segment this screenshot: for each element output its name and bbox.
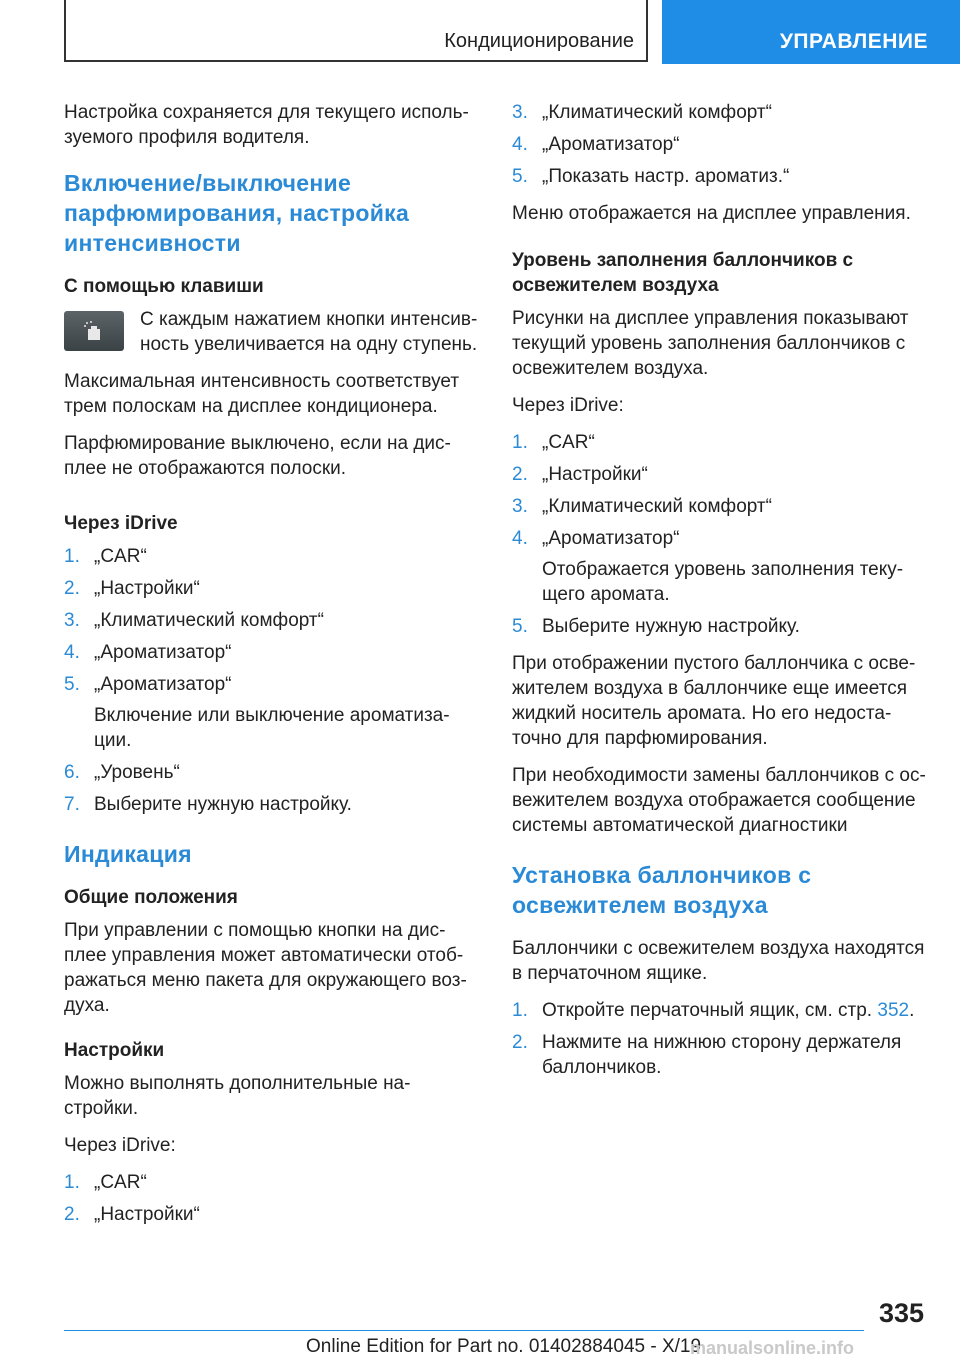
- list-item: 2. „Настройки“: [512, 464, 648, 485]
- list-item: 5. „Ароматизатор“ Включение или выключение ароматиза-ции.: [64, 674, 450, 751]
- settings-paragraph: Можно выполнять дополнительные на-стройки.: [64, 1073, 411, 1119]
- list-item: 4. „Ароматизатор“: [64, 642, 232, 663]
- steps-list-1: [64, 544, 478, 817]
- list-item: 1. Откройте перчаточный ящик, см. стр. 352.: [512, 1000, 915, 1021]
- empty-cartridge-paragraph: При отображении пустого баллончика с осве-жителем воздуха в баллончике еще имеется жидкий носитель аромата. Но его недоста-точно для парфюмирования.: [512, 653, 916, 749]
- via-idrive-text: Через iDrive:: [64, 1135, 176, 1156]
- steps-list-3: [512, 430, 932, 639]
- footer-divider: [64, 1330, 864, 1331]
- heading-general: Общие положения: [64, 887, 238, 908]
- glovebox-paragraph: Баллончики с освежителем воздуха находятся в перчаточном ящике.: [512, 938, 925, 984]
- page-reference-link[interactable]: 352: [877, 1000, 910, 1021]
- list-item: 1. „CAR“: [512, 432, 595, 453]
- heading-via-idrive: Через iDrive: [64, 513, 178, 534]
- general-paragraph: При управлении с помощью кнопки на дис-плее управления может автоматически отоб-ражаться меню пакета для окружающего воз-духа.: [64, 920, 467, 1016]
- max-intensity-paragraph: Максимальная интенсивность соответствует трем полоскам на дисплее кондиционера.: [64, 371, 460, 417]
- replace-cartridge-paragraph: При необходимости замены баллончиков с ос-вежителем воздуха отображается сообщение системы автоматической диагностики: [512, 765, 926, 836]
- list-item: 5. „Показать настр. ароматиз.“: [512, 166, 790, 187]
- right-column: [512, 100, 932, 1092]
- list-item: 1. „CAR“: [64, 1172, 147, 1193]
- heading-with-key: С помощью клавиши: [64, 276, 264, 297]
- heading-indication: Индикация: [64, 841, 192, 867]
- list-item: 5. Выберите нужную настройку.: [512, 616, 800, 637]
- header-section-box: [64, 0, 648, 62]
- page-number: 335: [878, 1298, 924, 1328]
- list-item: 3. „Климатический комфорт“: [512, 102, 772, 123]
- heading-toggle-perfume: Включение/выключение парфюмирования, настройка интенсивности: [64, 170, 410, 256]
- heading-fill-level: Уровень заполнения баллончиков с освежителем воздуха: [512, 250, 854, 296]
- list-item: 6. „Уровень“: [64, 762, 180, 783]
- key-row: [64, 307, 478, 357]
- perfume-off-paragraph: Парфюмирование выключено, если на дис-плее не отображаются полоски.: [64, 433, 451, 479]
- heading-settings: Настройки: [64, 1040, 165, 1061]
- list-item: 4. „Ароматизатор“: [512, 134, 680, 155]
- list-item: 1. „CAR“: [64, 546, 147, 567]
- pictures-paragraph: Рисунки на дисплее управления показывают текущий уровень заполнения баллончиков с освежителем воздуха.: [512, 308, 909, 379]
- left-column: [64, 100, 478, 1239]
- list-item: 2. „Настройки“: [64, 578, 200, 599]
- via-idrive-text-2: Через iDrive:: [512, 395, 624, 416]
- steps-list-4: [512, 998, 932, 1080]
- list-item: 7. Выберите нужную настройку.: [64, 794, 352, 815]
- steps-list-2-continued: [512, 100, 932, 189]
- list-item: 2. „Настройки“: [64, 1204, 200, 1225]
- key-description: С каждым нажатием кнопки интенсив-ность увеличивается на одну ступень.: [140, 309, 478, 355]
- header-chapter-tab: [662, 0, 960, 64]
- list-item: 3. „Климатический комфорт“: [64, 610, 324, 631]
- list-item: 2. Нажмите на нижнюю сторону держателя баллончиков.: [512, 1032, 902, 1078]
- heading-install: Установка баллончиков с освежителем воздуха: [512, 862, 812, 918]
- header-section-title: Кондиционирование: [444, 30, 634, 52]
- footer-edition: Online Edition for Part no. 01402884045 - X/19: [306, 1336, 702, 1357]
- list-item: 3. „Климатический комфорт“: [512, 496, 772, 517]
- menu-paragraph: Меню отображается на дисплее управления.: [512, 203, 911, 224]
- list-item: 4. „Ароматизатор“ Отображается уровень заполнения теку-щего аромата.: [512, 528, 904, 605]
- fragrance-key-icon: [64, 311, 124, 351]
- watermark: manualsonline.info: [690, 1338, 855, 1358]
- intro-paragraph: Настройка сохраняется для текущего исполь-зуемого профиля водителя.: [64, 102, 469, 148]
- steps-list-2: [64, 1170, 478, 1227]
- header-chapter-title: УПРАВЛЕНИЕ: [779, 30, 928, 53]
